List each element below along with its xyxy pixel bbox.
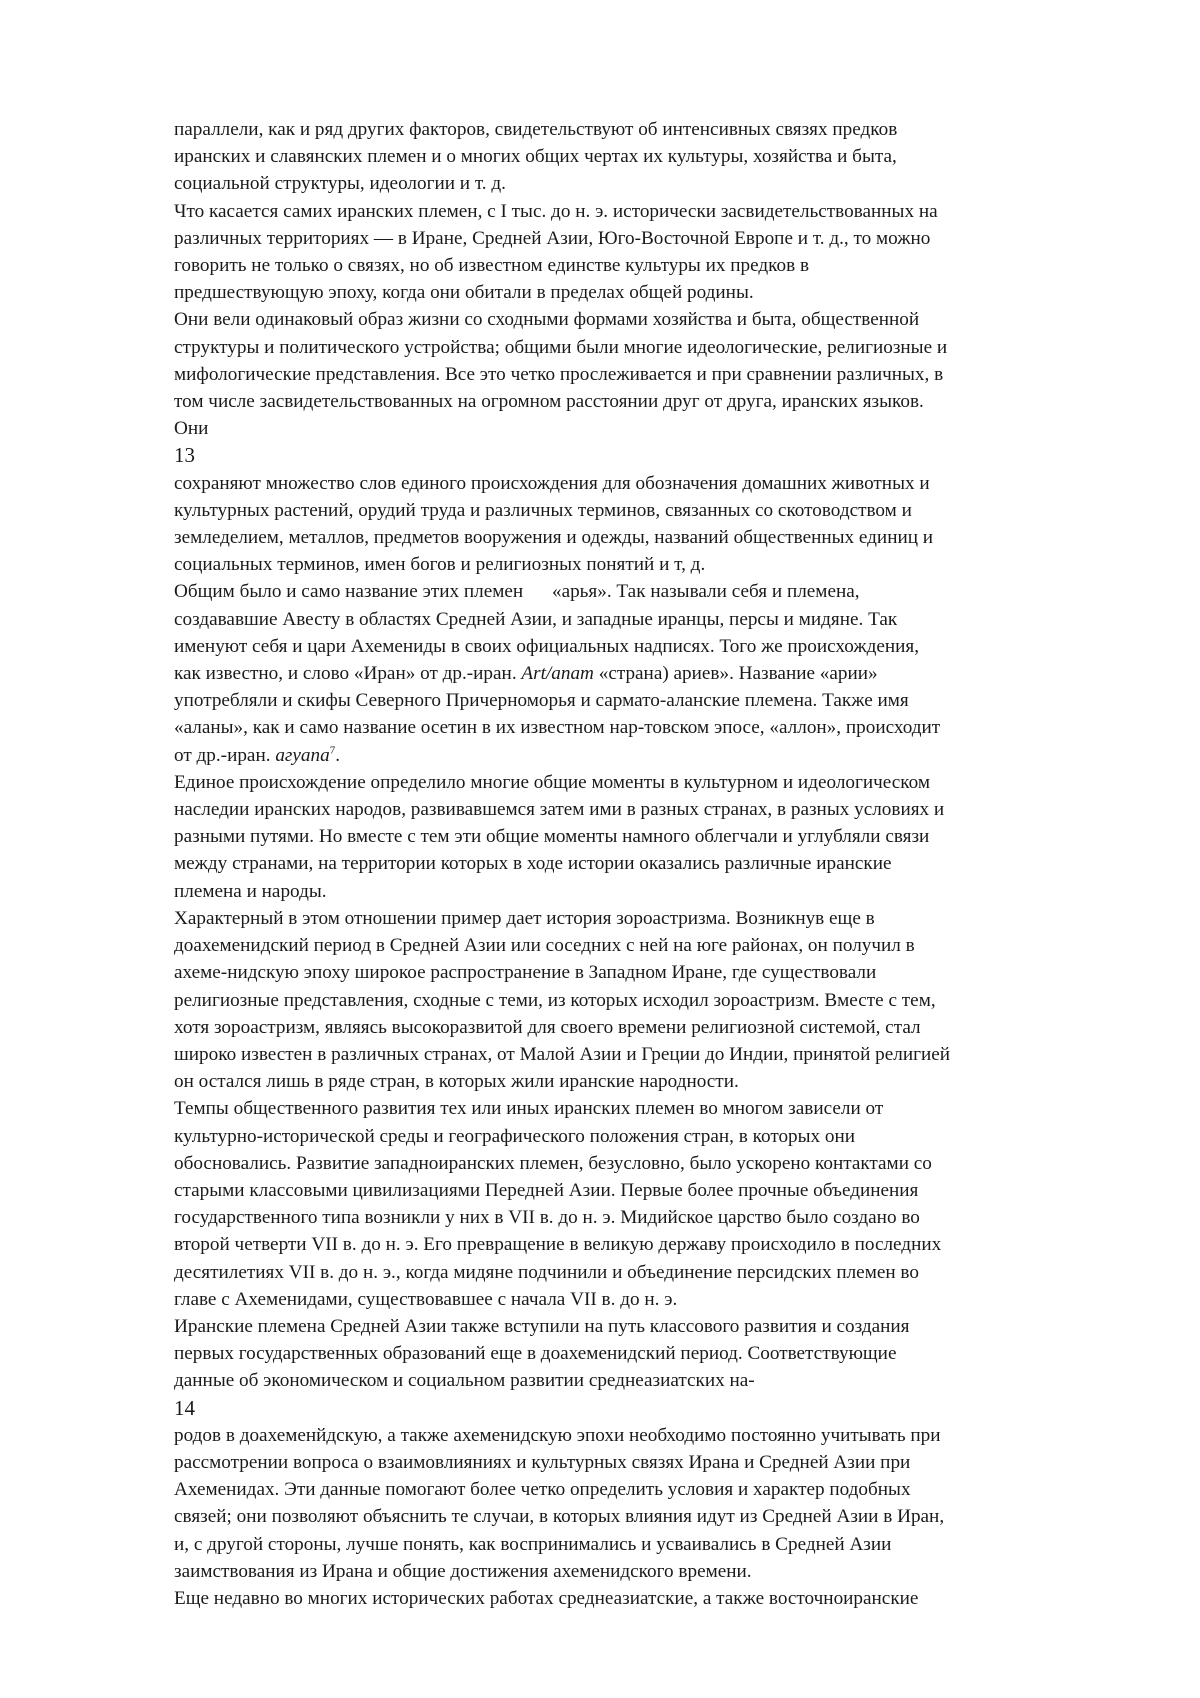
text-line: разными путями. Но вместе с тем эти общие моменты намного облегчали и углубляли связи — [174, 826, 930, 848]
text-line: социальных терминов, имен богов и религиозных понятий и т, д. — [174, 554, 706, 576]
paragraph — [174, 116, 1116, 198]
text-run: «страна) ариев». Название «арии» — [593, 663, 878, 685]
text-line: культурных растений, орудий труда и различных терминов, связанных со скотоводством и — [174, 499, 912, 521]
text-line: Еще недавно во многих исторических работах среднеазиатские, а также восточноиранские — [174, 1587, 919, 1609]
paragraph — [174, 1095, 1116, 1313]
text-line: социальной структуры, идеологии и т. д. — [174, 173, 506, 195]
document-page — [174, 116, 1116, 1612]
text-line: широко известен в различных странах, от Малой Азии и Греции до Индии, принятой религией — [174, 1043, 951, 1065]
text-line: хотя зороастризм, являясь высокоразвитой для своего времени религиозной системой, стал — [174, 1016, 921, 1038]
text-line: между странами, на территории которых в ходе истории оказались различные иранские — [174, 853, 892, 875]
text-line: культурно-исторической среды и географического положения стран, в которых они — [174, 1125, 856, 1147]
text-line: связей; они позволяют объяснить те случаи, в которых влияния идут из Средней Азии в Иран, — [174, 1506, 945, 1528]
paragraph — [174, 905, 1116, 1095]
paragraph — [174, 1313, 1116, 1395]
text-line: говорить не только о связях, но об известном единстве культуры их предков в — [174, 255, 810, 277]
text-line: Единое происхождение определило многие общие моменты в культурном и идеологическом — [174, 771, 931, 793]
text-line: употребляли и скифы Северного Причерноморья и сармато-аланские племена. Также имя — [174, 690, 909, 712]
text-run: от др.-иран. — [174, 744, 276, 766]
text-line: ахеме-нидскую эпоху широкое распространение в Западном Иране, где существовали — [174, 962, 877, 984]
text-line: предшествующую эпоху, когда они обитали в пределах общей родины. — [174, 282, 754, 304]
text-line: том числе засвидетельствованных на огромном расстоянии друг от друга, иранских языков. — [174, 391, 924, 413]
text-line: доахеменидский период в Средней Азии или соседних с ней на юге районах, он получил в — [174, 935, 915, 957]
text-line: и, с другой стороны, лучше понять, как воспринимались и усваивались в Средней Азии — [174, 1533, 892, 1555]
paragraph — [174, 306, 1116, 442]
text-line: сохраняют множество слов единого происхождения для обозначения домашних животных и — [174, 472, 930, 494]
text-line: Они вели одинаковый образ жизни со сходными формами хозяйства и быта, общественной — [174, 309, 920, 331]
text-line: старыми классовыми цивилизациями Передней Азии. Первые более прочные объединения — [174, 1179, 919, 1201]
text-line: создававшие Авесту в областях Средней Азии, и западные иранцы, персы и мидяне. Так — [174, 608, 898, 630]
paragraph — [174, 1422, 1116, 1585]
text-line: главе с Ахеменидами, существовавшее с начала VII в. до н. э. — [174, 1288, 678, 1310]
paragraph — [174, 1585, 1116, 1612]
page-number: 14 — [174, 1395, 195, 1420]
text-line: племена и народы. — [174, 880, 327, 902]
paragraph — [174, 578, 1116, 768]
paragraph — [174, 198, 1116, 307]
text-line: Темпы общественного развития тех или иных иранских племен во многом зависели от — [174, 1098, 884, 1120]
text-line: именуют себя и цари Ахемениды в своих официальных надписях. Того же происхождения, — [174, 635, 920, 657]
text-run: как известно, и слово «Иран» от др.-иран. — [174, 663, 522, 685]
text-line — [174, 663, 878, 684]
text-line: различных территориях — в Иране, Средней Азии, Юго-Восточной Европе и т. д., то можно — [174, 227, 931, 249]
footnote-ref: 7 — [329, 744, 336, 757]
text-line: он остался лишь в ряде стран, в которых жили иранские народности. — [174, 1071, 739, 1093]
text-line: параллели, как и ряд других факторов, свидетельствуют об интенсивных связях предков — [174, 119, 898, 140]
text-line: иранских и славянских племен и о многих общих чертах их культуры, хозяйства и быта, — [174, 146, 897, 168]
text-line — [174, 745, 340, 766]
text-line: наследии иранских народов, развивавшемся затем ими в разных странах, в разных условиях и — [174, 799, 945, 821]
text-line: государственного типа возникли у них в VII в. до н. э. Мидийское царство было создано во — [174, 1207, 920, 1229]
text-line: Они — [174, 418, 209, 440]
paragraph — [174, 470, 1116, 579]
italic-term: Art/anam — [521, 663, 594, 685]
text-line: мифологические представления. Все это четко прослеживается и при сравнении различных, в — [174, 363, 944, 385]
text-line: десятилетиях VII в. до н. э., когда мидяне подчинили и объединение персидских племен во — [174, 1261, 919, 1283]
text-line: Общим было и само название этих племен «арья». Так называли себя и племена, — [174, 581, 860, 603]
text-line: родов в доахеменйдскую, а также ахеменидскую эпохи необходимо постоянно учитывать при — [174, 1424, 941, 1446]
text-line: обосновались. Развитие западноиранских племен, безусловно, было ускорено контактами со — [174, 1152, 932, 1174]
text-line: данные об экономическом и социальном развитии среднеазиатских на- — [174, 1370, 755, 1392]
text-line: заимствования из Ирана и общие достижения ахеменидского времени. — [174, 1560, 752, 1582]
page-number: 13 — [174, 443, 195, 468]
text-run: . — [335, 744, 340, 766]
text-line: рассмотрении вопроса о взаимовлияниях и культурных связях Ирана и Средней Азии при — [174, 1451, 911, 1473]
italic-term: агуапа — [275, 744, 330, 766]
text-line: «аланы», как и само название осетин в их известном нар-товском эпосе, «аллон», происходит — [174, 717, 941, 739]
paragraph — [174, 769, 1116, 905]
text-line: Характерный в этом отношении пример дает история зороастризма. Возникнув еще в — [174, 907, 875, 929]
text-line: Что касается самих иранских племен, с I тыс. до н. э. исторически засвидетельствованных на — [174, 200, 938, 222]
text-line: второй четверти VII в. до н. э. Его превращение в великую державу происходило в последних — [174, 1234, 942, 1256]
text-line: первых государственных образований еще в доахеменидский период. Соответствующие — [174, 1343, 897, 1365]
text-line: Иранские племена Средней Азии также вступили на путь классового развития и создания — [174, 1315, 910, 1337]
text-line: религиозные представления, сходные с теми, из которых исходил зороастризм. Вместе с тем, — [174, 989, 936, 1011]
text-line: структуры и политического устройства; общими были многие идеологические, религиозные и — [174, 336, 948, 358]
text-line: Ахеменидах. Эти данные помогают более четко определить условия и характер подобных — [174, 1479, 911, 1501]
text-line: земледелием, металлов, предметов вооружения и одежды, названий общественных единиц и — [174, 527, 934, 549]
